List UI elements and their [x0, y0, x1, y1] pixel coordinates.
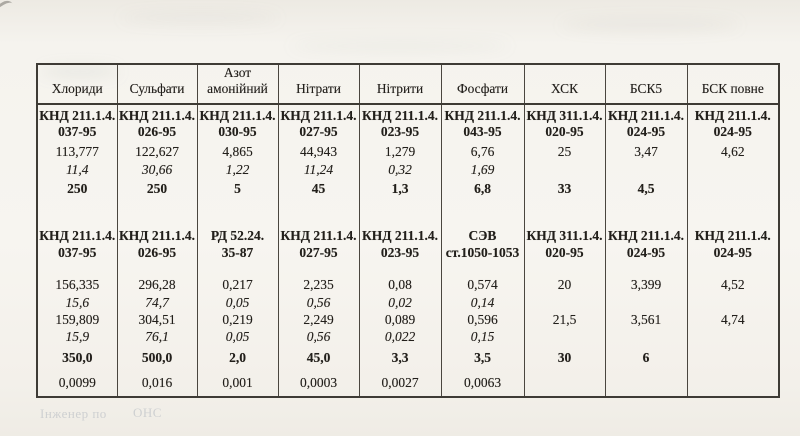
value-cell: 0,219: [197, 312, 278, 329]
value-cell: 33: [524, 179, 605, 201]
bleedthrough-text-left: Інженер по: [40, 406, 107, 421]
value-cell: 3,5: [441, 346, 524, 371]
method-code-cell: [37, 104, 117, 144]
value-cell: 0,56: [278, 329, 359, 346]
method-code-line2: 027-95: [299, 124, 338, 140]
method-code-line2: 026-95: [137, 244, 177, 260]
method-code-line1: КНД 211.1.4.: [39, 228, 116, 244]
spacer-cell: [687, 201, 779, 223]
value-cell: 2,0: [197, 346, 278, 371]
spacer-cell: [37, 201, 117, 223]
spacer-cell: [278, 201, 359, 223]
value-cell: 6,76: [441, 144, 524, 162]
value-cell: 76,1: [117, 329, 197, 346]
value-cell: [524, 371, 605, 397]
method-code-line1: КНД 211.1.4.: [607, 228, 685, 244]
value-cell: 3,561: [605, 312, 687, 329]
value-cell: 6,8: [441, 179, 524, 201]
scan-smudge: [120, 12, 280, 24]
method-code-line1: КНД 211.1.4.: [118, 228, 196, 244]
value-cell: [687, 329, 779, 346]
method-code-cell: [117, 104, 197, 144]
value-cell: 0,016: [117, 371, 197, 397]
method-code-line2: ст.1050-1053: [445, 244, 520, 260]
value-cell: 44,943: [278, 144, 359, 162]
column-header: ХСК: [524, 64, 605, 104]
value-cell: 0,596: [441, 312, 524, 329]
method-code-cell: [605, 104, 687, 144]
value-cell: 304,51: [117, 312, 197, 329]
method-code-cell: [524, 223, 605, 267]
value-cell: 2,235: [278, 277, 359, 295]
value-cell: 15,9: [37, 329, 117, 346]
value-cell: 0,217: [197, 277, 278, 295]
value-cell: 30,66: [117, 162, 197, 179]
spacer-cell: [605, 201, 687, 223]
method-code-line2: 35-87: [221, 244, 254, 260]
method-code-cell: [278, 104, 359, 144]
value-cell: [687, 179, 779, 201]
value-cell: [687, 371, 779, 397]
method-code-cell: [359, 104, 441, 144]
value-cell: 4,62: [687, 144, 779, 162]
method-code-line1: КНД 211.1.4.: [39, 107, 116, 123]
value-cell: 1,3: [359, 179, 441, 201]
value-cell: 5: [197, 179, 278, 201]
value-cell: [687, 162, 779, 179]
method-code-line1: КНД 211.1.4.: [444, 107, 521, 123]
method-code-line1: КНД 211.1.4.: [118, 107, 196, 123]
value-cell: 296,28: [117, 277, 197, 295]
method-code-line2: 026-95: [137, 124, 177, 140]
value-cell: 156,335: [37, 277, 117, 295]
value-cell: 500,0: [117, 346, 197, 371]
column-header: Хлориди: [37, 64, 117, 104]
value-cell: 30: [524, 346, 605, 371]
value-cell: 0,56: [278, 295, 359, 312]
value-cell: 0,089: [359, 312, 441, 329]
spacer-cell: [524, 267, 605, 277]
method-code-line2: 020-95: [545, 124, 584, 140]
value-cell: 0,05: [197, 295, 278, 312]
spacer-cell: [197, 267, 278, 277]
spacer-cell: [687, 267, 779, 277]
spacer-cell: [524, 201, 605, 223]
value-cell: 74,7: [117, 295, 197, 312]
spacer-cell: [197, 201, 278, 223]
method-code-line1: КНД 211.1.4.: [280, 228, 357, 244]
value-cell: 0,15: [441, 329, 524, 346]
method-code-cell: [524, 104, 605, 144]
value-cell: 122,627: [117, 144, 197, 162]
method-code-line1: КНД 211.1.4.: [694, 107, 771, 123]
method-code-cell: [687, 223, 779, 267]
spacer-cell: [117, 267, 197, 277]
method-code-cell: [278, 223, 359, 267]
method-code-line1: КНД 211.1.4.: [361, 107, 439, 123]
method-code-line2: 024-95: [626, 124, 666, 140]
value-cell: [687, 295, 779, 312]
spacer-cell: [359, 267, 441, 277]
method-code-cell: [197, 223, 278, 267]
value-cell: 0,02: [359, 295, 441, 312]
value-cell: 45: [278, 179, 359, 201]
method-code-cell: [441, 223, 524, 267]
method-code-line2: 037-95: [58, 244, 97, 260]
value-cell: 4,74: [687, 312, 779, 329]
column-header: Нітрити: [359, 64, 441, 104]
value-cell: 11,4: [37, 162, 117, 179]
value-cell: [524, 162, 605, 179]
method-code-cell: [687, 104, 779, 144]
method-code-line2: 037-95: [58, 124, 97, 140]
value-cell: 3,3: [359, 346, 441, 371]
method-code-line2: 020-95: [545, 244, 584, 260]
spacer-cell: [441, 267, 524, 277]
method-code-line2: 027-95: [299, 244, 338, 260]
method-code-line1: КНД 211.1.4.: [361, 228, 439, 244]
value-cell: 250: [37, 179, 117, 201]
spacer-cell: [359, 201, 441, 223]
method-code-line2: 024-95: [626, 244, 666, 260]
method-code-cell: [441, 104, 524, 144]
value-cell: 4,865: [197, 144, 278, 162]
method-code-line1: КНД 311.1.4.: [526, 107, 603, 123]
spacer-cell: [37, 267, 117, 277]
value-cell: [524, 295, 605, 312]
method-code-line2: 024-95: [713, 244, 752, 260]
spacer-cell: [117, 201, 197, 223]
value-cell: [687, 346, 779, 371]
value-cell: 0,574: [441, 277, 524, 295]
value-cell: 250: [117, 179, 197, 201]
method-code-line1: КНД 211.1.4.: [694, 228, 771, 244]
scan-artifact-corner: [0, 0, 18, 23]
value-cell: [605, 295, 687, 312]
value-cell: 3,47: [605, 144, 687, 162]
value-cell: 20: [524, 277, 605, 295]
spacer-cell: [441, 201, 524, 223]
method-code-line1: КНД 211.1.4.: [280, 107, 357, 123]
value-cell: 25: [524, 144, 605, 162]
method-code-cell: [197, 104, 278, 144]
value-cell: 11,24: [278, 162, 359, 179]
bleedthrough-text-right: ОНС: [133, 405, 162, 420]
value-cell: [524, 329, 605, 346]
method-code-cell: [605, 223, 687, 267]
value-cell: 3,399: [605, 277, 687, 295]
spacer-cell: [278, 267, 359, 277]
value-cell: 350,0: [37, 346, 117, 371]
value-cell: 0,32: [359, 162, 441, 179]
value-cell: 45,0: [278, 346, 359, 371]
value-cell: 1,69: [441, 162, 524, 179]
value-cell: [605, 371, 687, 397]
column-header: Азот амонійний: [197, 64, 278, 104]
scan-smudge: [290, 40, 510, 52]
column-header: Нітрати: [278, 64, 359, 104]
value-cell: 6: [605, 346, 687, 371]
scan-smudge: [560, 18, 740, 32]
value-cell: [605, 329, 687, 346]
value-cell: 0,08: [359, 277, 441, 295]
value-cell: 21,5: [524, 312, 605, 329]
column-header: Фосфати: [441, 64, 524, 104]
value-cell: 159,809: [37, 312, 117, 329]
value-cell: 0,001: [197, 371, 278, 397]
method-code-line1: КНД 311.1.4.: [526, 228, 603, 244]
column-header: БСК повне: [687, 64, 779, 104]
method-code-line2: 023-95: [380, 124, 420, 140]
value-cell: 1,22: [197, 162, 278, 179]
column-header: Сульфати: [117, 64, 197, 104]
water-quality-analysis-table: [36, 63, 780, 398]
method-code-line1: РД 52.24.: [210, 228, 265, 244]
value-cell: 0,05: [197, 329, 278, 346]
method-code-cell: [117, 223, 197, 267]
value-cell: 0,0099: [37, 371, 117, 397]
value-cell: 0,0003: [278, 371, 359, 397]
spacer-cell: [605, 267, 687, 277]
method-code-cell: [37, 223, 117, 267]
value-cell: 15,6: [37, 295, 117, 312]
value-cell: [605, 162, 687, 179]
value-cell: 4,52: [687, 277, 779, 295]
method-code-line2: 030-95: [218, 124, 257, 140]
method-code-cell: [359, 223, 441, 267]
value-cell: 0,0063: [441, 371, 524, 397]
column-header: БСК5: [605, 64, 687, 104]
value-cell: 0,0027: [359, 371, 441, 397]
method-code-line2: 024-95: [713, 124, 752, 140]
method-code-line2: 043-95: [463, 124, 502, 140]
method-code-line2: 023-95: [380, 244, 420, 260]
value-cell: 2,249: [278, 312, 359, 329]
value-cell: 0,022: [359, 329, 441, 346]
value-cell: 1,279: [359, 144, 441, 162]
method-code-line1: КНД 211.1.4.: [199, 107, 276, 123]
value-cell: 4,5: [605, 179, 687, 201]
value-cell: 0,14: [441, 295, 524, 312]
value-cell: 113,777: [37, 144, 117, 162]
method-code-line1: СЭВ: [468, 228, 497, 244]
method-code-line1: КНД 211.1.4.: [607, 107, 685, 123]
